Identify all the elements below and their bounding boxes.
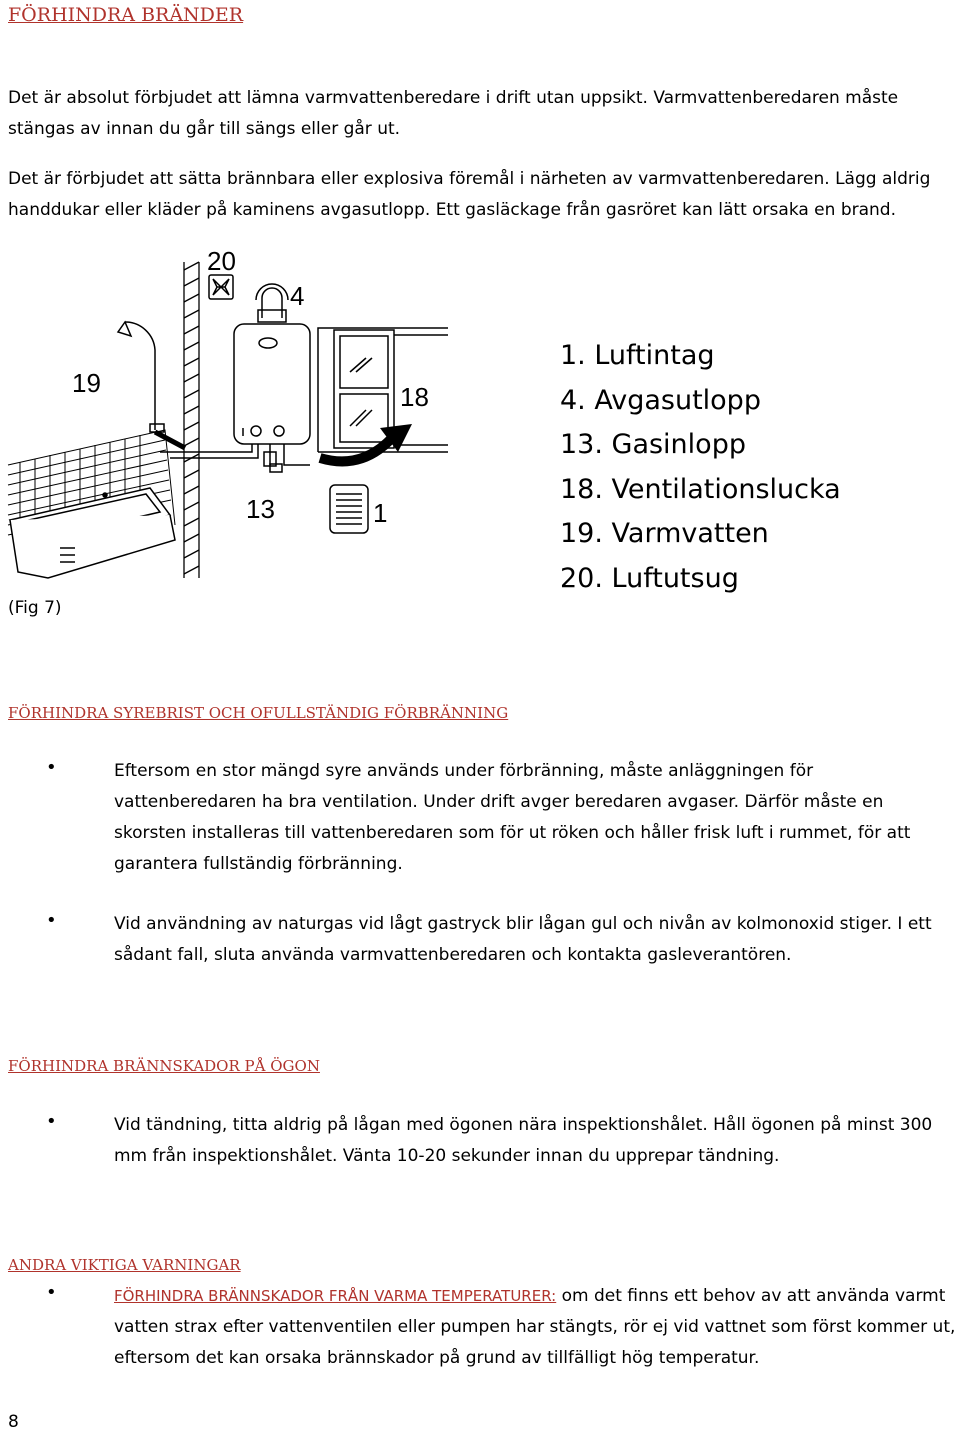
heading-brannskador-ogon: FÖRHINDRA BRÄNNSKADOR PÅ ÖGON <box>8 1057 320 1075</box>
paragraph-drift-utan-uppsikt: Det är absolut förbjudet att lämna varmvattenberedare i drift utan uppsikt. Varmvattenberedaren måste stängas av innan du går till sängs eller går ut. <box>8 88 899 139</box>
shower <box>118 322 164 432</box>
bullet-dot: • <box>46 1282 57 1303</box>
bullet-dot: • <box>46 910 57 931</box>
bullet-naturgas: Vid användning av naturgas vid lågt gastryck blir lågan gul och nivån av kolmonoxid stiger. I ett sådant fall, sluta använda varmvattenberedaren och kontakta gasleverantören. <box>114 914 932 965</box>
figure-caption: (Fig 7) <box>8 598 62 618</box>
bullet-dot: • <box>46 757 57 778</box>
figure-legend <box>560 334 841 601</box>
hot-water-pipe <box>155 432 185 448</box>
legend-item: 18. Ventilationslucka <box>560 473 841 505</box>
flue-pipe <box>256 284 288 322</box>
paragraph-brannbara-foremal: Det är förbjudet att sätta brännbara eller explosiva föremål i närheten av varmvattenberedaren. Lägg aldrig handdukar eller kläder på kaminens avgasutlopp. Ett gasläckage från gasröret kan lätt orsaka en brand. <box>8 169 931 220</box>
exhaust-fan-icon <box>209 275 233 299</box>
bullet-inspektionshal: Vid tändning, titta aldrig på lågan med ögonen nära inspektionshålet. Håll ögonen på minst 300 mm från inspektionshålet. Vänta 10-20 sekunder innan du upprepar tändning. <box>114 1115 933 1166</box>
page-number: 8 <box>8 1412 19 1432</box>
bullet-varma-temperaturer <box>114 1281 960 1374</box>
label-1: 1 <box>373 498 388 528</box>
label-20: 20 <box>207 246 236 276</box>
label-13: 13 <box>246 494 275 524</box>
heading-syrebrist: FÖRHINDRA SYREBRIST OCH OFULLSTÄNDIG FÖRBRÄNNING <box>8 704 509 722</box>
legend-item: 19. Varmvatten <box>560 518 769 549</box>
heading-andra-varningar: ANDRA VIKTIGA VARNINGAR <box>8 1256 241 1274</box>
wall <box>184 262 199 578</box>
heading-forhindra-brander: FÖRHINDRA BRÄNDER <box>8 4 244 26</box>
label-19: 19 <box>72 368 101 398</box>
warning-text: om det finns ett behov av att använda varmt vatten strax efter vattenventilen eller pumpen har stängts, rör ej vid vattnet som först kommer ut, eftersom det kan orsaka brännskador på grund av tillfälligt hög temperatur. <box>114 1286 956 1368</box>
legend-item: 13. Gasinlopp <box>560 429 746 460</box>
legend-item: 1. Luftintag <box>560 340 715 371</box>
legend-item: 4. Avgasutlopp <box>560 384 761 416</box>
inline-warning-heading: FÖRHINDRA BRÄNNSKADOR FRÅN VARMA TEMPERATURER: <box>114 1287 557 1305</box>
bullet-ventilation: Eftersom en stor mängd syre används under förbränning, måste anläggningen för vattenberedaren ha bra ventilation. Under drift avger beredaren avgaser. Därför måste en skorsten installeras till vattenberedaren som för ut röken och håller frisk luft i rummet, för att garantera fullständig förbränning. <box>114 761 911 874</box>
water-heater <box>234 324 310 444</box>
bullet-dot: • <box>46 1111 57 1132</box>
label-18: 18 <box>400 382 429 412</box>
installation-diagram <box>0 240 520 600</box>
label-4: 4 <box>290 281 305 311</box>
air-intake-grille-icon <box>330 485 368 533</box>
legend-item: 20. Luftutsug <box>560 562 739 594</box>
